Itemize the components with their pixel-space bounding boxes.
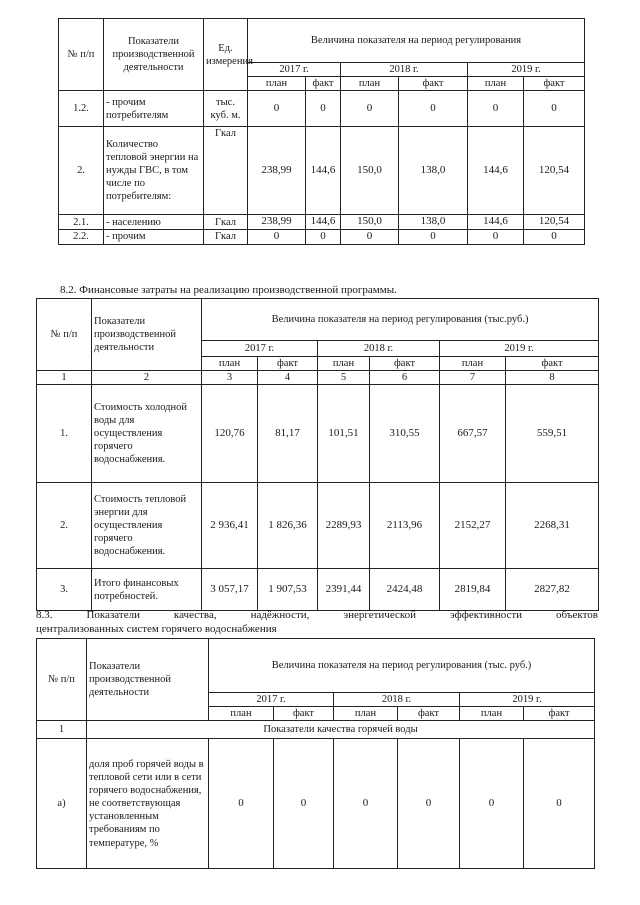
financial-costs-table — [36, 298, 599, 611]
year-header: 2019 г. — [468, 63, 585, 77]
fact-header: факт — [524, 707, 595, 721]
col-header-value: Величина показателя на период регулирования (тыс. руб.) — [209, 639, 595, 693]
year-header: 2019 г. — [440, 341, 599, 357]
group-row: 1 Показатели качества горячей воды — [37, 721, 595, 739]
quality-indicators-table — [36, 638, 595, 869]
table-row: 2. Стоимость тепловой энергии для осуществления горячего водоснабжения. 2 936,41 1 826,36 2289,93 2113,96 2152,27 2268,31 — [37, 483, 599, 569]
table-row: 2.2. - прочим Гкал 0 0 0 0 0 0 — [59, 230, 585, 245]
plan-header: план — [341, 77, 399, 91]
plan-header: план — [440, 357, 506, 371]
column-numbers-row: 1 2 3 4 5 6 7 8 — [37, 371, 599, 385]
col-header-value: Величина показателя на период регулирования (тыс.руб.) — [202, 299, 599, 341]
plan-header: план — [468, 77, 524, 91]
year-header: 2018 г. — [318, 341, 440, 357]
col-header-value: Величина показателя на период регулирования — [248, 19, 585, 63]
table-row: а) доля проб горячей воды в тепловой сети или в сети горячего водоснабжения, не соответствующая установленным требованиям по температуре, % 0 0 0 0 0 0 — [37, 739, 595, 869]
fact-header: факт — [258, 357, 318, 371]
fact-header: факт — [398, 707, 460, 721]
table-row: 2. Количество тепловой энергии на нужды ГВС, в том числе по потребителям: Гкал 238,99 144,6 150,0 138,0 144,6 120,54 — [59, 127, 585, 215]
col-header-num: № п/п — [37, 299, 92, 371]
col-header-indicator: Показатели производственной деятельности — [92, 299, 202, 371]
section-heading-8-2: 8.2. Финансовые затраты на реализацию производственной программы. — [60, 284, 397, 296]
table-row: 2.1. - населению Гкал 238,99 144,6 150,0 138,0 144,6 120,54 — [59, 215, 585, 230]
col-header-unit: Ед. измерения — [204, 19, 248, 91]
fact-header: факт — [524, 77, 585, 91]
plan-header: план — [209, 707, 274, 721]
section-heading-8-3-line2: централизованных систем горячего водоснабжения — [36, 623, 277, 635]
plan-header: план — [460, 707, 524, 721]
fact-header: факт — [274, 707, 334, 721]
table-row: 1. Стоимость холодной воды для осуществления горячего водоснабжения. 120,76 81,17 101,51 310,55 667,57 559,51 — [37, 385, 599, 483]
fact-header: факт — [399, 77, 468, 91]
table-row: 1.2. - прочим потребителям тыс. куб. м. 0 0 0 0 0 0 — [59, 91, 585, 127]
year-header: 2017 г. — [209, 693, 334, 707]
plan-header: план — [334, 707, 398, 721]
year-header: 2018 г. — [334, 693, 460, 707]
fact-header: факт — [370, 357, 440, 371]
table-row: 3. Итого финансовых потребностей. 3 057,17 1 907,53 2391,44 2424,48 2819,84 2827,82 — [37, 569, 599, 611]
col-header-num: № п/п — [37, 639, 87, 721]
plan-header: план — [248, 77, 306, 91]
fact-header: факт — [506, 357, 599, 371]
col-header-indicator: Показатели производственной деятельности — [104, 19, 204, 91]
year-header: 2019 г. — [460, 693, 595, 707]
col-header-num: № п/п — [59, 19, 104, 91]
production-indicators-table — [58, 18, 585, 245]
col-header-indicator: Показатели производственной деятельности — [87, 639, 209, 721]
section-heading-8-3: 8.3. Показатели качества, надёжности, энергетической эффективности объектов — [36, 609, 598, 621]
year-header: 2017 г. — [202, 341, 318, 357]
year-header: 2018 г. — [341, 63, 468, 77]
plan-header: план — [202, 357, 258, 371]
plan-header: план — [318, 357, 370, 371]
fact-header: факт — [306, 77, 341, 91]
year-header: 2017 г. — [248, 63, 341, 77]
